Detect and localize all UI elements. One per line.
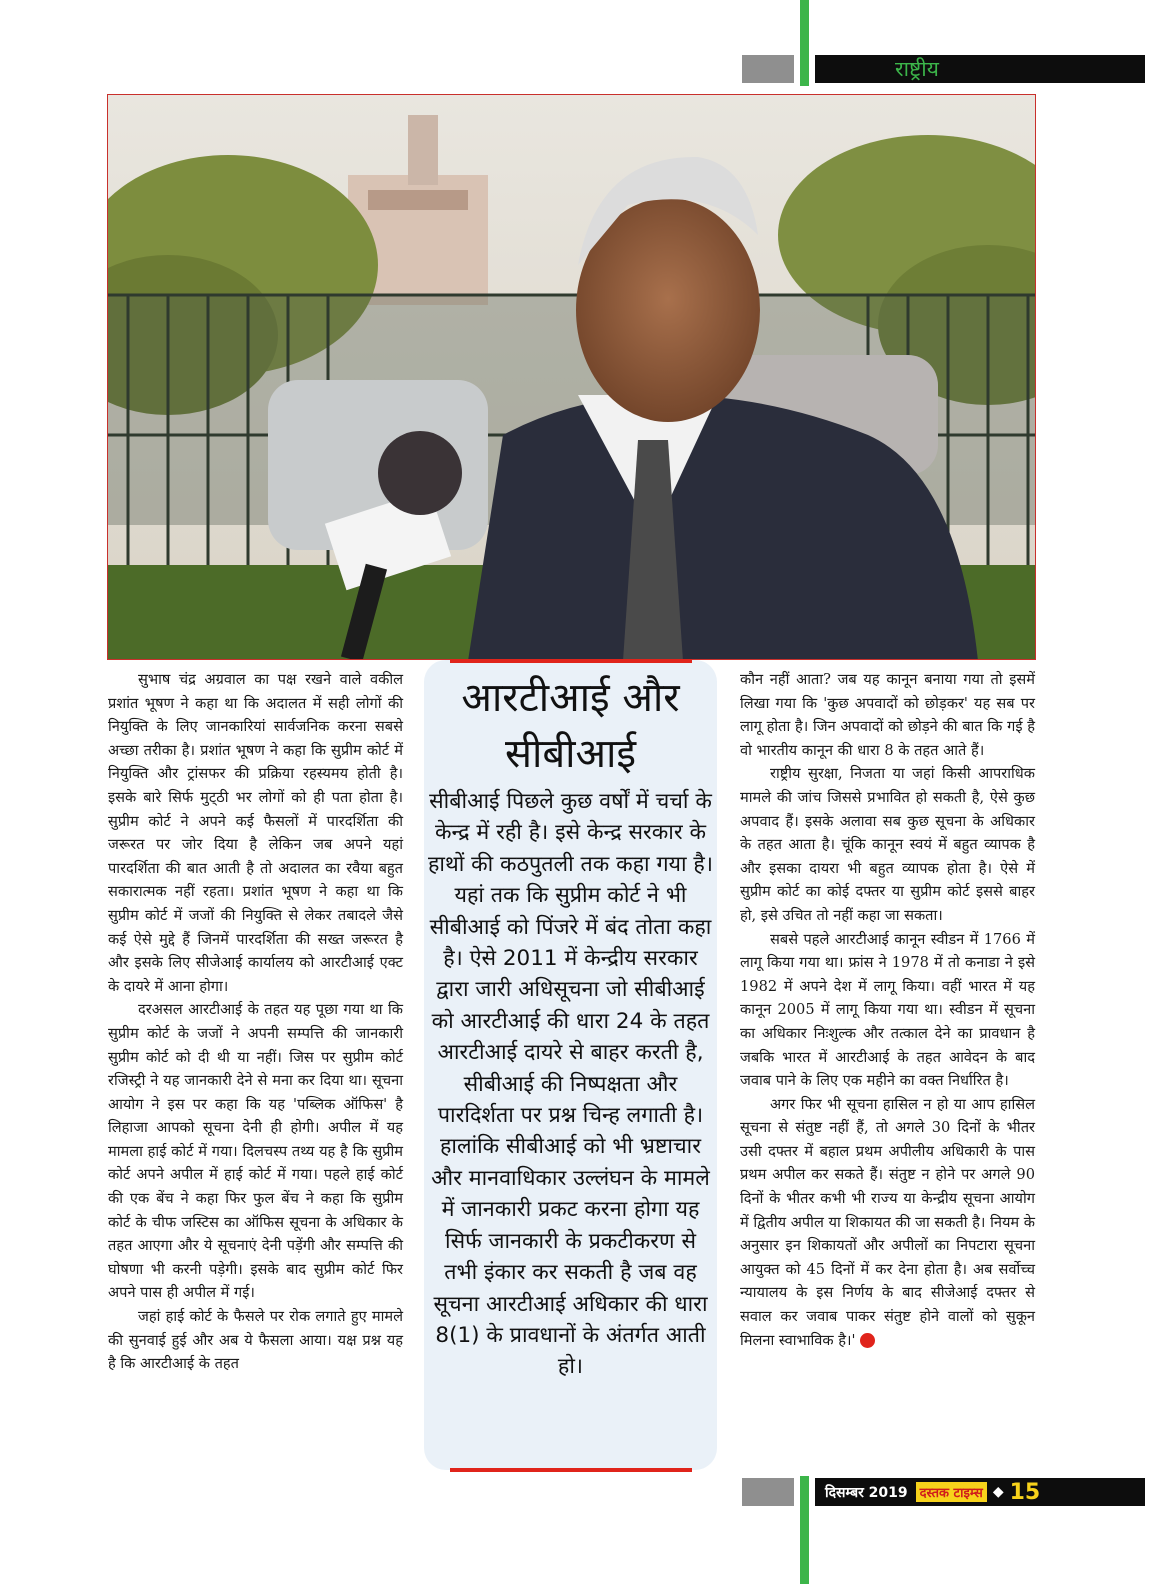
- section-label: राष्ट्रीय: [815, 55, 1145, 83]
- box-title-line: सीबीआई: [504, 731, 637, 777]
- article-photo: [107, 94, 1036, 660]
- article-column-right: [740, 668, 1035, 1352]
- page-number: 15: [1009, 1479, 1041, 1505]
- end-mark-icon: [860, 1333, 875, 1348]
- paragraph: राष्ट्रीय सुरक्षा, निजता या जहां किसी आपराधिक मामले की जांच जिससे प्रभावित हो सकती है, ऐसे कुछ अपवाद हैं। इसके अलावा सब कुछ सूचना के अधिकार के तहत आता है। चूंकि कानून स्वयं में बहुत व्यापक है और इसका दायरा भी बहुत व्यापक होता है। ऐसे में सुप्रीम कोर्ट का कोई दफ्तर या सुप्रीम कोर्ट इससे बाहर हो, इसे उचित तो नहीं कहा जा सकता।: [740, 765, 1035, 924]
- paragraph: दरअसल आरटीआई के तहत यह पूछा गया था कि सुप्रीम कोर्ट के जजों ने अपनी सम्पत्ति की जानकारी सुप्रीम कोर्ट को दी थी या नहीं। जिस पर सुप्रीम कोर्ट रजिस्ट्री ने यह जानकारी देने से मना कर दिया था। सूचना आयोग ने इस पर कहा कि यह 'पब्लिक ऑफिस' है लिहाजा आपको सूचना देनी ही होगी। अपील में यह मामला हाई कोर्ट में गया। दिलचस्प तथ्य यह है कि सुप्रीम कोर्ट अपने अपील में हाई कोर्ट में गया। पहले हाई कोर्ट की एक बेंच ने कहा फिर फुल बेंच ने कहा कि सुप्रीम कोर्ट के चीफ जस्टिस का ऑफिस सूचना के अधिकार के तहत आएगा और ये सूचनाएं देनी पड़ेंगी और सम्पत्ति की घोषणा भी करनी पड़ेगी। इसके बाद सुप्रीम कोर्ट फिर अपने पास ही अपील में गई।: [108, 1001, 403, 1302]
- box-body: सीबीआई पिछले कुछ वर्षों में चर्चा के केन्द्र में रही है। इसे केन्द्र सरकार के हाथों की कठपुतली तक कहा गया है। यहां तक कि सुप्रीम कोर्ट ने भी सीबीआई को पिंजरे में बंद तोता कहा है। ऐसे 2011 में केन्द्रीय सरकार द्वारा जारी अधिसूचना जो सीबीआई को आरटीआई की धारा 24 के तहत आरटीआई दायरे से बाहर करती है, सीबीआई की निष्पक्षता और पारदिर्शता पर प्रश्न चिन्ह लगाती है। हालांकि सीबीआई को भी भ्रष्टाचार और मानवाधिकार उल्लंघन के मामले में जानकारी प्रकट करना होगा यह सिर्फ जानकारी के प्रकटीकरण से तभी इंकार कर सकती है जब वह सूचना आरटीआई अधिकार की धारा 8(1) के प्रावधानों के अंतर्गत आती हो।: [428, 789, 713, 1380]
- paragraph: सबसे पहले आरटीआई कानून स्वीडन में 1766 में लागू किया गया था। फ्रांस ने 1978 में तो कनाडा ने इसे 1982 में अपने देश में लागू किया। वहीं भारत में यह कानून 2005 में लागू किया गया था। स्वीडन में सूचना का अधिकार निःशुल्क और तत्काल देने का प्रावधान है जबकि भारत में आरटीआई के तहत आवेदन के बाद जवाब पाने के लिए एक महीने का वक्त निर्धारित है।: [740, 930, 1035, 1090]
- box-title-line: आरटीआई और: [461, 675, 680, 721]
- issue-date: दिसम्बर 2019: [825, 1484, 908, 1501]
- box-top-rule: [450, 659, 692, 663]
- footer-bar: [815, 1478, 1145, 1506]
- top-accent-bar: [800, 0, 809, 86]
- photo-illustration: [108, 95, 1036, 660]
- paragraph: कौन नहीं आता? जब यह कानून बनाया गया तो इसमें लिखा गया कि 'कुछ अपवादों को छोड़कर' यह सब पर लागू होता है। जिन अपवादों को छोड़ने की बात कि गई है वो भारतीय कानून की धारा 8 के तहत आते हैं।: [740, 671, 1035, 759]
- article-column-left: [108, 668, 403, 1376]
- publication-logo: दस्तक टाइम्स: [916, 1482, 987, 1502]
- paragraph: जहां हाई कोर्ट के फैसले पर रोक लगाते हुए मामले की सुनवाई हुई और अब ये फैसला आया। यक्ष प्रश्न यह है कि आरटीआई के तहत: [108, 1308, 403, 1373]
- paragraph-last: [740, 1093, 1035, 1353]
- header-gray-block: [742, 55, 794, 83]
- footer-gray-block: [742, 1478, 794, 1506]
- paragraph-text: अगर फिर भी सूचना हासिल न हो या आप हासिल सूचना से संतुष्ट नहीं हैं, तो अगले 30 दिनों के भीतर उसी दफ्तर में बहाल प्रथम अपीलीय अधिकारी के पास प्रथम अपील कर सकते हैं। संतुष्ट न होने पर अगले 90 दिनों के भीतर कभी भी राज्य या केन्द्रीय सूचना आयोग में द्वितीय अपील या शिकायत की जा सकती है। नियम के अनुसार इन शिकायतों और अपीलों का निपटारा सूचना आयुक्त को 45 दिनों में कर देना होता है। अब सर्वोच्च न्यायालय के इस निर्णय के बाद सीजेआई दफ्तर से सवाल कर जवाब पाकर संतुष्ट होने वालों को सुकून मिलना स्वाभाविक है।': [740, 1095, 1036, 1349]
- box-title: [424, 670, 717, 782]
- paragraph: सुभाष चंद्र अग्रवाल का पक्ष रखने वाले वकील प्रशांत भूषण ने कहा था कि अदालत में सही लोगों की नियुक्ति के लिए जानकारियां सार्वजनिक करना सबसे अच्छा तरीका है। प्रशांत भूषण ने कहा कि सुप्रीम कोर्ट में नियुक्ति और ट्रांसफर की प्रक्रिया रहस्यमय होती है। इसके बारे सिर्फ मुट्‌ठी भर लोगों को ही पता होता है। सुप्रीम कोर्ट ने अपने कई फैसलों में पारदर्शिता की जरूरत पर जोर दिया है लेकिन जब अपने यहां पारदर्शिता की बात आती है तो अदालत का रवैया बहुत सकारात्मक नहीं रहता। प्रशांत भूषण ने कहा था कि सुप्रीम कोर्ट में जजों की नियुक्ति से लेकर तबादले जैसे कई ऐसे मुद्दे हैं जिनमें पारदर्शिता की सख्त जरूरत है और इसके लिए सीजेआई कार्यालय को आरटीआई एक्ट के दायरे में आना होगा।: [108, 671, 403, 995]
- box-bottom-rule: [450, 1468, 692, 1472]
- bottom-accent-bar: [800, 1476, 809, 1584]
- separator-dot-icon: ◆: [992, 1484, 1004, 1500]
